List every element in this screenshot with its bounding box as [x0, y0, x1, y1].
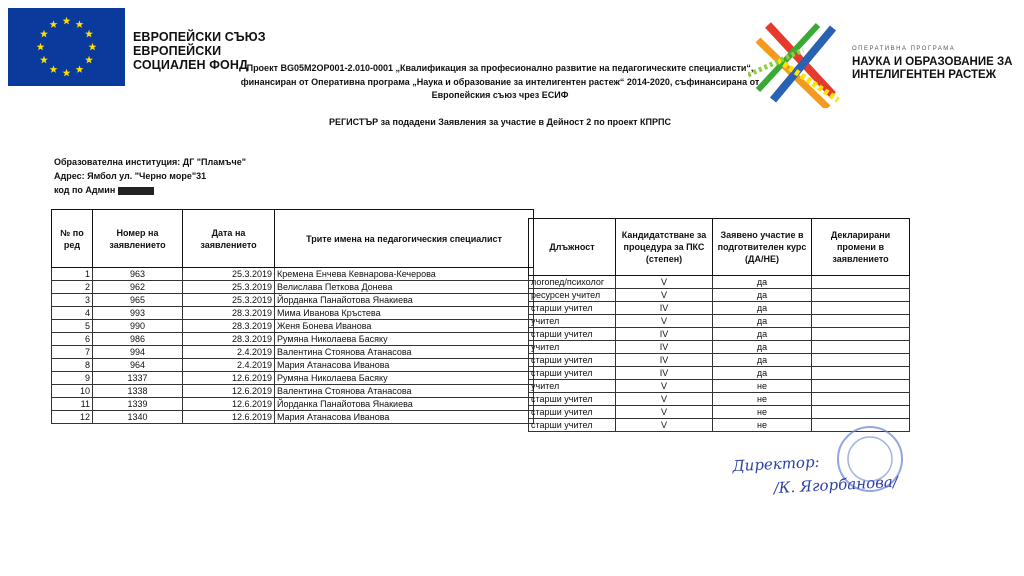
- cell-name: Йорданка Панайотова Янакиева: [275, 398, 534, 411]
- eu-star-icon: [85, 30, 93, 38]
- cell-name: Мария Атанасова Иванова: [275, 359, 534, 372]
- header-app-number: Номер на заявлението: [93, 210, 183, 268]
- table-row: [52, 294, 534, 307]
- header-course: Заявено участие в подготвителен курс (ДА/НЕ): [713, 219, 812, 276]
- cell-declared: [812, 354, 910, 367]
- cell-course: не: [713, 406, 812, 419]
- cell-no: 9: [52, 372, 93, 385]
- cell-name: Мария Атанасова Иванова: [275, 411, 534, 424]
- eu-star-icon: [76, 20, 84, 28]
- eu-line-3: СОЦИАЛЕН ФОНД: [133, 58, 248, 72]
- table-row: [529, 328, 910, 341]
- cell-app-number: 994: [93, 346, 183, 359]
- cell-date: 28.3.2019: [183, 307, 275, 320]
- register-table-right: [528, 218, 910, 432]
- institution-code: [54, 185, 154, 195]
- table-row: [52, 398, 534, 411]
- eu-star-icon: [63, 17, 71, 25]
- eu-line-1: ЕВРОПЕЙСКИ СЪЮЗ: [133, 30, 266, 44]
- eu-star-icon: [50, 20, 58, 28]
- eu-star-icon: [37, 43, 45, 51]
- cell-course: да: [713, 302, 812, 315]
- cell-candidacy: IV: [616, 302, 713, 315]
- table-row: [529, 302, 910, 315]
- cell-date: 2.4.2019: [183, 346, 275, 359]
- table-row: [529, 367, 910, 380]
- header-candidacy: Кандидатстване за процедура за ПКС (степен): [616, 219, 713, 276]
- table-row: [529, 315, 910, 328]
- table-row: [529, 276, 910, 289]
- cell-date: 12.6.2019: [183, 385, 275, 398]
- cell-name: Румяна Николаева Басяку: [275, 372, 534, 385]
- cell-candidacy: IV: [616, 354, 713, 367]
- table-row: [529, 289, 910, 302]
- cell-app-number: 964: [93, 359, 183, 372]
- cell-candidacy: V: [616, 380, 713, 393]
- register-table-left: [51, 209, 534, 424]
- eu-star-icon: [40, 56, 48, 64]
- signature-line-1: Директор:: [732, 452, 821, 476]
- redacted-code: [118, 187, 154, 195]
- table-row: [529, 393, 910, 406]
- cell-candidacy: V: [616, 289, 713, 302]
- cell-app-number: 1339: [93, 398, 183, 411]
- cell-declared: [812, 341, 910, 354]
- eu-stars-icon: [8, 8, 125, 86]
- eu-star-icon: [63, 69, 71, 77]
- table-row: [52, 333, 534, 346]
- cell-declared: [812, 315, 910, 328]
- cell-declared: [812, 367, 910, 380]
- table-row: [529, 341, 910, 354]
- cell-candidacy: V: [616, 406, 713, 419]
- cell-candidacy: V: [616, 315, 713, 328]
- header-position: Длъжност: [529, 219, 616, 276]
- eu-star-icon: [89, 43, 97, 51]
- header-date: Дата на заявлението: [183, 210, 275, 268]
- cell-name: Мима Иванова Кръстева: [275, 307, 534, 320]
- cell-no: 5: [52, 320, 93, 333]
- cell-app-number: 1338: [93, 385, 183, 398]
- cell-app-number: 1337: [93, 372, 183, 385]
- table-row: [52, 411, 534, 424]
- cell-position: старши учител: [529, 367, 616, 380]
- institution-address: Адрес: Ямбол ул. "Черно море"31: [54, 171, 207, 181]
- cell-course: да: [713, 341, 812, 354]
- table-row: [529, 380, 910, 393]
- cell-declared: [812, 276, 910, 289]
- cell-name: Валентина Стоянова Атанасова: [275, 385, 534, 398]
- cell-no: 7: [52, 346, 93, 359]
- cell-app-number: 986: [93, 333, 183, 346]
- cell-date: 2.4.2019: [183, 359, 275, 372]
- eu-star-icon: [50, 65, 58, 73]
- eu-star-icon: [40, 30, 48, 38]
- cell-position: ресурсен учител: [529, 289, 616, 302]
- cell-candidacy: V: [616, 393, 713, 406]
- table-row: [52, 372, 534, 385]
- cell-course: да: [713, 276, 812, 289]
- cell-no: 8: [52, 359, 93, 372]
- header-name: Трите имена на педагогическия специалист: [275, 210, 534, 268]
- cell-course: не: [713, 393, 812, 406]
- cell-position: старши учител: [529, 354, 616, 367]
- institution-name: Образователна институция: ДГ "Пламъче": [54, 157, 246, 167]
- cell-date: 28.3.2019: [183, 333, 275, 346]
- cell-position: старши учител: [529, 328, 616, 341]
- cell-no: 12: [52, 411, 93, 424]
- director-signature: [732, 446, 899, 503]
- table-row: [529, 406, 910, 419]
- eu-star-icon: [85, 56, 93, 64]
- cell-no: 4: [52, 307, 93, 320]
- cell-declared: [812, 328, 910, 341]
- table-row: [52, 281, 534, 294]
- cell-no: 10: [52, 385, 93, 398]
- institution-code-label: код по Админ: [54, 185, 116, 195]
- op-small-label: ОПЕРАТИВНА ПРОГРАМА: [852, 46, 956, 52]
- cell-position: старши учител: [529, 419, 616, 432]
- cell-no: 3: [52, 294, 93, 307]
- cell-course: да: [713, 367, 812, 380]
- cell-declared: [812, 406, 910, 419]
- cell-name: Йорданка Панайотова Янакиева: [275, 294, 534, 307]
- register-title: РЕГИСТЪР за подадени Заявления за участие в Дейност 2 по проект КПРПС: [329, 117, 671, 127]
- cell-name: Женя Бонева Иванова: [275, 320, 534, 333]
- cell-candidacy: IV: [616, 341, 713, 354]
- cell-no: 2: [52, 281, 93, 294]
- cell-course: не: [713, 380, 812, 393]
- eu-flag: [8, 8, 125, 86]
- cell-course: да: [713, 289, 812, 302]
- cell-course: да: [713, 315, 812, 328]
- cell-candidacy: V: [616, 276, 713, 289]
- cell-app-number: 965: [93, 294, 183, 307]
- table-row: [52, 385, 534, 398]
- cell-app-number: 962: [93, 281, 183, 294]
- cell-declared: [812, 380, 910, 393]
- cell-no: 11: [52, 398, 93, 411]
- project-description: Проект BG05M2OP001-2.010-0001 „Квалификация за професионално развитие на педагогическите специалисти“, финансиран от Оперативна програма „Наука и образование за интелигентен растеж“ 2014-2020, съфинансирана от Европейския съюз чрез ЕСИФ: [240, 63, 760, 100]
- table-row: [52, 320, 534, 333]
- eu-star-icon: [76, 65, 84, 73]
- cell-candidacy: V: [616, 419, 713, 432]
- cell-course: да: [713, 354, 812, 367]
- op-logo-icon: [748, 20, 843, 108]
- cell-name: Кремена Енчева Кевнарова-Кечерова: [275, 268, 534, 281]
- cell-candidacy: IV: [616, 367, 713, 380]
- cell-position: учител: [529, 315, 616, 328]
- cell-no: 6: [52, 333, 93, 346]
- cell-position: логопед/психолог: [529, 276, 616, 289]
- table-row: [52, 307, 534, 320]
- cell-app-number: 963: [93, 268, 183, 281]
- cell-app-number: 993: [93, 307, 183, 320]
- cell-no: 1: [52, 268, 93, 281]
- cell-declared: [812, 393, 910, 406]
- cell-date: 12.6.2019: [183, 398, 275, 411]
- cell-date: 25.3.2019: [183, 281, 275, 294]
- cell-position: старши учител: [529, 406, 616, 419]
- header-declared: Декларирани промени в заявлението: [812, 219, 910, 276]
- header-no: № по ред: [52, 210, 93, 268]
- cell-declared: [812, 289, 910, 302]
- eu-line-2: ЕВРОПЕЙСКИ: [133, 44, 222, 58]
- cell-position: учител: [529, 341, 616, 354]
- cell-name: Валентина Стоянова Атанасова: [275, 346, 534, 359]
- cell-declared: [812, 302, 910, 315]
- table-row: [52, 268, 534, 281]
- op-name-label: НАУКА И ОБРАЗОВАНИЕ ЗА ИНТЕЛИГЕНТЕН РАСТЕЖ: [852, 56, 1013, 81]
- cell-date: 12.6.2019: [183, 411, 275, 424]
- cell-date: 25.3.2019: [183, 268, 275, 281]
- cell-course: не: [713, 419, 812, 432]
- cell-position: старши учител: [529, 393, 616, 406]
- table-row: [52, 346, 534, 359]
- cell-app-number: 990: [93, 320, 183, 333]
- table-row: [529, 354, 910, 367]
- cell-name: Румяна Николаева Басяку: [275, 333, 534, 346]
- cell-candidacy: IV: [616, 328, 713, 341]
- cell-course: да: [713, 328, 812, 341]
- table-row: [52, 359, 534, 372]
- cell-app-number: 1340: [93, 411, 183, 424]
- cell-name: Велислава Петкова Донева: [275, 281, 534, 294]
- cell-date: 25.3.2019: [183, 294, 275, 307]
- cell-position: учител: [529, 380, 616, 393]
- cell-date: 12.6.2019: [183, 372, 275, 385]
- cell-date: 28.3.2019: [183, 320, 275, 333]
- signature-line-2: /К. Ягорбанова/: [773, 472, 899, 498]
- cell-position: старши учител: [529, 302, 616, 315]
